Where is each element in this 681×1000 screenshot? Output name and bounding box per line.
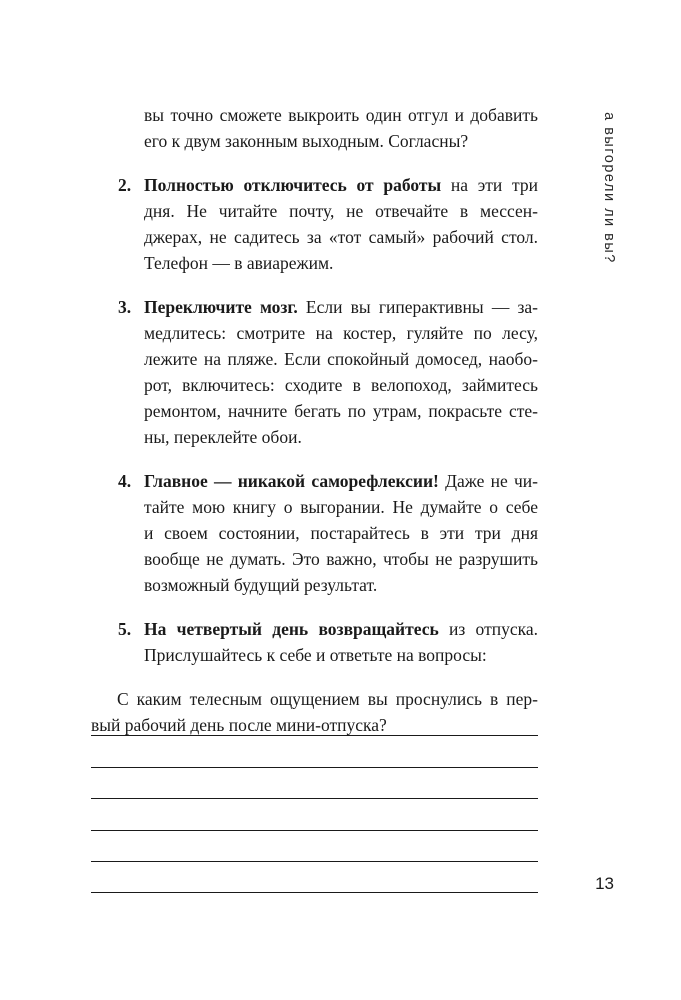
list-item-3-line-4: рот, включитесь: сходите в велопоход, займитесь <box>144 375 538 395</box>
list-item-5-line-1 <box>144 616 538 642</box>
list-item-3-line-5: ремонтом, начните бегать по утрам, покрасьте сте- <box>144 401 538 421</box>
list-item-2-line-3: джерах, не садитесь за «тот самый» рабочий стол. <box>144 227 538 247</box>
list-item-3-lead: Если вы гиперактивны — за- <box>297 297 538 317</box>
list-item-4-line-1 <box>144 468 538 494</box>
answer-line[interactable] <box>91 735 538 736</box>
list-item-4-line-4: вообще не думать. Это важно, чтобы не разрушить <box>144 549 538 569</box>
list-item-3-line-3: лежите на пляже. Если спокойный домосед, наобо- <box>144 349 538 369</box>
list-number-2: 2. <box>118 175 132 195</box>
list-number-5: 5. <box>118 619 132 639</box>
intro-line-2: его к двум законным выходным. Согласны? <box>144 131 469 151</box>
answer-line[interactable] <box>91 767 538 768</box>
list-item-3-heading: Переключите мозг. <box>144 297 298 317</box>
question-line-1: С каким телесным ощущением вы проснулись в пер- <box>117 689 538 709</box>
list-item-4-line-5: возможный будущий результат. <box>144 575 378 595</box>
list-item-2-line-4: Телефон — в авиарежим. <box>144 253 334 273</box>
list-item-5-heading: На четвертый день возвращайтесь <box>144 619 439 639</box>
list-item-2-line-2: дня. Не читайте почту, не отвечайте в мессен- <box>144 201 538 221</box>
answer-line[interactable] <box>91 861 538 862</box>
list-number-4: 4. <box>118 471 132 491</box>
list-item-5-line-2: Прислушайтесь к себе и ответьте на вопросы: <box>144 645 487 665</box>
list-item-4-line-3: и своем состоянии, постарайтесь в эти три дня <box>144 523 538 543</box>
list-item-3-line-1 <box>144 294 538 320</box>
answer-line[interactable] <box>91 830 538 831</box>
running-chapter-title: а выгорели ли вы? <box>601 112 617 264</box>
answer-line[interactable] <box>91 798 538 799</box>
list-item-2-line-1 <box>144 172 538 198</box>
list-item-4-line-2: тайте мою книгу о выгорании. Не думайте о себе <box>144 497 538 517</box>
list-item-3-line-6: ны, переклейте обои. <box>144 427 302 447</box>
answer-line[interactable] <box>91 892 538 893</box>
intro-line-1: вы точно сможете выкроить один отгул и добавить <box>144 105 538 125</box>
question-line-2: вый рабочий день после мини-отпуска? <box>91 715 387 735</box>
list-number-3: 3. <box>118 297 132 317</box>
list-item-2-lead: на эти три <box>441 175 538 195</box>
list-item-3-line-2: медлитесь: смотрите на костер, гуляйте по лесу, <box>144 323 538 343</box>
list-item-2-heading: Полностью отключитесь от работы <box>144 175 442 195</box>
list-item-4-heading: Главное — никакой саморефлексии! <box>144 471 439 491</box>
list-item-5-lead: из отпуска. <box>438 619 538 639</box>
list-item-4-lead: Даже не чи- <box>438 471 538 491</box>
page-number: 13 <box>595 874 614 893</box>
